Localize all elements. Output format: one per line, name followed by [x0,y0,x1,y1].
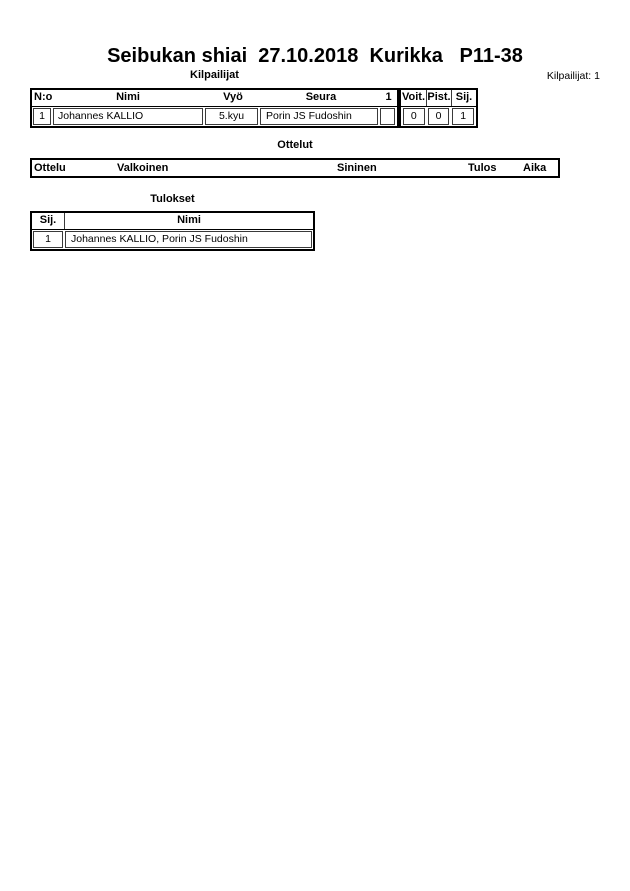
col-header-no: N:o [34,91,52,103]
col-header-points: Pist. [426,90,451,106]
table-row [32,107,397,126]
col-header-match-result: Tulos [468,162,497,174]
matches-table [30,158,560,178]
cell-competitor-club: Porin JS Fudoshin [260,108,378,125]
cell-competitor-name: Johannes KALLIO [53,108,203,125]
col-header-final-name: Nimi [177,214,201,226]
col-header-round1: 1 [385,91,392,103]
competitors-section-label: Kilpailijat [190,69,239,81]
cell-competitor-place: 1 [452,108,474,125]
cell-competitor-points: 0 [428,108,450,125]
matches-section-label: Ottelut [277,139,313,151]
cell-competitor-no: 1 [33,108,51,125]
cell-competitor-belt: 5.kyu [205,108,258,125]
competitors-header-row [32,90,397,107]
col-header-blue: Sininen [337,162,377,174]
matches-header-row [32,160,558,176]
col-header-club: Seura [305,91,337,103]
col-header-final-place: Sij. [32,213,65,229]
col-header-place: Sij. [451,90,476,106]
competitors-count: Kilpailijat: 1 [546,70,600,82]
results-table [30,211,315,251]
cell-competitor-wins: 0 [403,108,425,125]
col-header-white: Valkoinen [117,162,169,174]
competitors-table-results [399,88,478,128]
results-header-row [401,90,476,107]
competitors-table-main [30,88,399,128]
col-header-name: Nimi [116,91,140,103]
results-section-label: Tulokset [150,193,195,205]
cell-competitor-round1 [380,108,395,125]
results-table-header-row [32,213,313,230]
table-row [32,230,313,249]
cell-final-name: Johannes KALLIO, Porin JS Fudoshin [65,231,312,248]
page-title: Seibukan shiai 27.10.2018 Kurikka P11-38 [107,45,523,67]
col-header-belt: Vyö [223,91,243,103]
competitors-table [30,88,478,128]
cell-final-place: 1 [33,231,63,248]
col-header-time: Aika [523,162,547,174]
col-header-wins: Voit. [401,91,425,103]
col-header-match: Ottelu [34,162,66,174]
table-row [401,107,476,126]
